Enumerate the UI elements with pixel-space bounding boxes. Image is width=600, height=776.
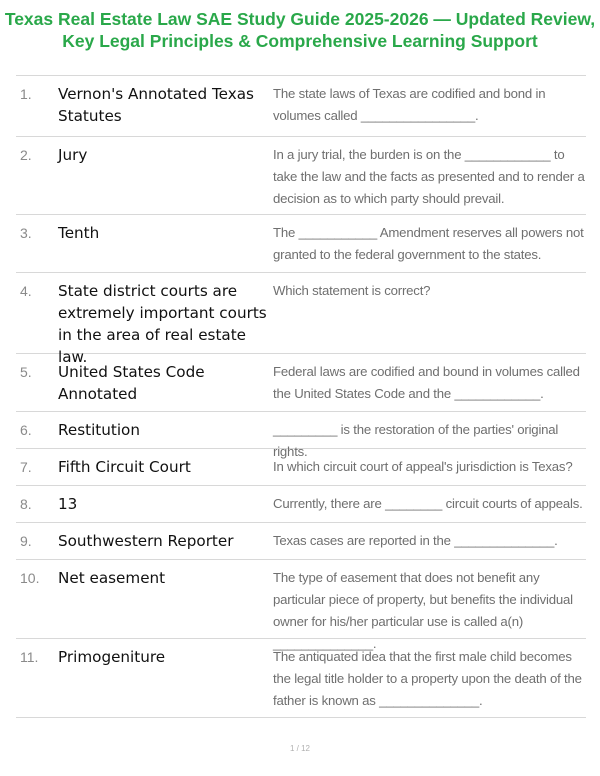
item-term: United States Code Annotated (58, 363, 205, 403)
flashcard-list (16, 75, 586, 718)
item-definition: The state laws of Texas are codified and bond in volumes called ________________. (273, 86, 546, 123)
item-number: 5. (20, 364, 32, 380)
item-number: 2. (20, 147, 32, 163)
item-number: 9. (20, 533, 32, 549)
flashcard-row (16, 486, 586, 523)
flashcard-row (16, 354, 586, 412)
document-title: Texas Real Estate Law SAE Study Guide 2025-2026 — Updated Review, Key Legal Principles & Comprehensive Learning Support (4, 9, 596, 51)
item-definition: Which statement is correct? (273, 283, 431, 298)
flashcard-row (16, 137, 586, 215)
flashcard-row (16, 639, 586, 718)
item-definition: The antiquated idea that the first male child becomes the legal title holder to a property upon the death of the father is known as ______________. (273, 649, 582, 708)
item-definition: Texas cases are reported in the ______________. (273, 533, 558, 548)
item-term: Restitution (58, 421, 140, 439)
item-definition: In which circuit court of appeal's jurisdiction is Texas? (273, 459, 573, 474)
item-number: 10. (20, 570, 40, 586)
item-term: State district courts are extremely important courts in the area of real estate law. (58, 282, 267, 366)
item-definition: Federal laws are codified and bound in volumes called the United States Code and the ____________. (273, 364, 580, 401)
flashcard-row (16, 449, 586, 486)
item-term: Fifth Circuit Court (58, 458, 191, 476)
item-definition: In a jury trial, the burden is on the ____________ to take the law and the facts as presented and to render a decision as to which party should prevail. (273, 147, 585, 206)
item-term: Net easement (58, 569, 166, 587)
flashcard-row (16, 412, 586, 459)
flashcard-row (16, 76, 586, 137)
flashcard-row (16, 523, 586, 560)
item-definition: _________ is the restoration of the parties' original rights. (273, 422, 559, 459)
item-number: 7. (20, 459, 32, 475)
item-definition: Currently, there are ________ circuit courts of appeals. (273, 496, 583, 511)
item-term: Primogeniture (58, 648, 166, 666)
item-number: 6. (20, 422, 32, 438)
item-term: Tenth (58, 224, 100, 242)
flashcard-row (16, 273, 586, 366)
item-number: 8. (20, 496, 32, 512)
page-indicator: 1 / 12 (289, 744, 310, 753)
item-term: Vernon's Annotated Texas Statutes (58, 85, 254, 125)
item-number: 1. (20, 86, 32, 102)
item-term: Southwestern Reporter (58, 532, 234, 550)
flashcard-row (16, 560, 586, 651)
item-number: 4. (20, 283, 32, 299)
item-definition: The type of easement that does not benefit any particular piece of property, but benefits the individual owner for his/her particular use is called a(n) ______________. (273, 570, 573, 651)
flashcard-row (16, 215, 586, 273)
item-term: Jury (58, 146, 88, 164)
item-term: 13 (58, 495, 78, 513)
item-number: 11. (20, 649, 39, 665)
item-definition: The ___________ Amendment reserves all powers not granted to the federal government to the states. (273, 225, 584, 262)
item-number: 3. (20, 225, 32, 241)
